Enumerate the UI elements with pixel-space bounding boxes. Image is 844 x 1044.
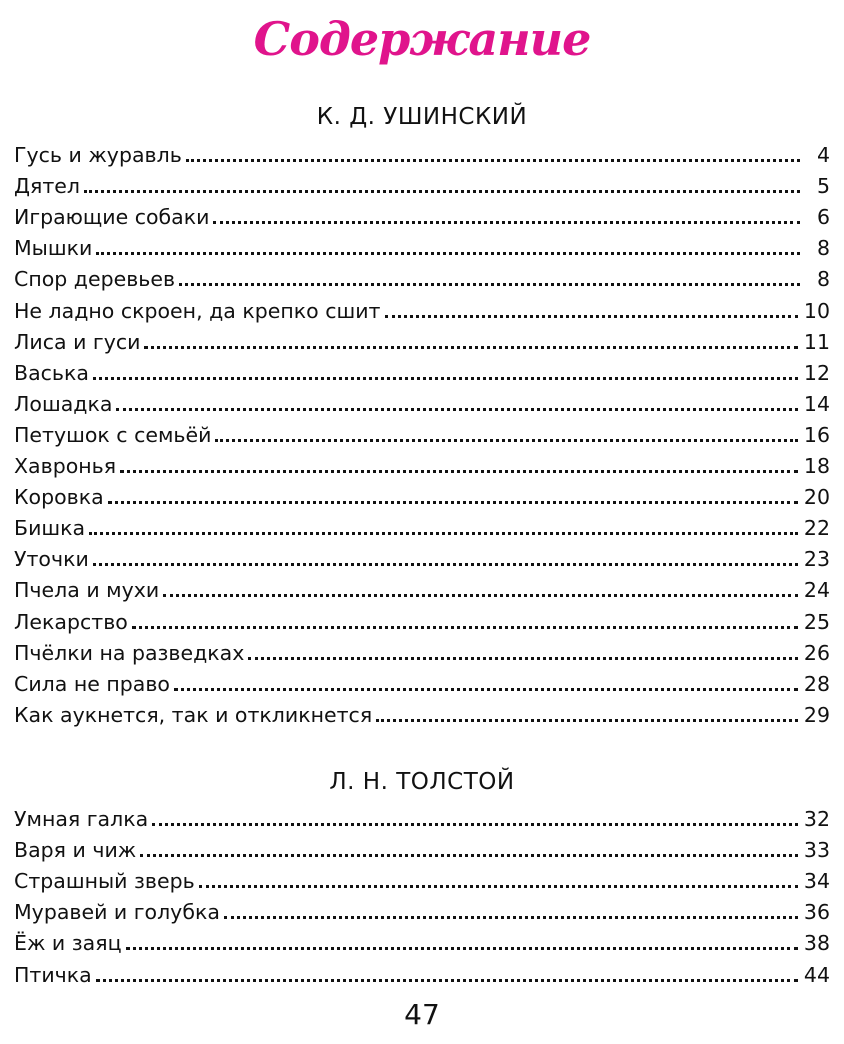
toc-entry-page: 26 [803, 640, 830, 665]
toc-entry [14, 696, 830, 727]
toc-entry-page: 8 [816, 236, 830, 261]
toc-entry-page: 10 [803, 298, 830, 323]
toc-entry-title: Не ладно скроен, да крепко сшит [14, 298, 381, 323]
toc-entry-page: 32 [803, 807, 830, 832]
dot-leader [248, 657, 798, 660]
toc-entry [14, 385, 830, 416]
toc-entry-title: Пчёлки на разведках [14, 640, 245, 665]
toc-entry-title: Мышки [14, 236, 93, 261]
dot-leader [93, 563, 798, 566]
toc-entry-page: 25 [803, 609, 830, 634]
dot-leader [140, 854, 798, 857]
toc-entry [14, 862, 830, 893]
toc-entry-page: 8 [816, 267, 830, 292]
toc-entry-title: Гусь и журавль [14, 143, 182, 168]
toc-entry-title: Пчела и мухи [14, 578, 160, 603]
toc-entry-title: Ёж и заяц [14, 931, 122, 956]
toc-entry-title: Уточки [14, 547, 89, 572]
toc-entry-title: Бишка [14, 516, 86, 541]
toc-entry-page: 18 [803, 454, 830, 479]
toc-entry-page: 22 [803, 516, 830, 541]
toc-entry-title: Коровка [14, 485, 104, 510]
toc-section-ushinsky [14, 136, 830, 727]
toc-entry [14, 229, 830, 260]
toc-entry-page: 33 [803, 838, 830, 863]
toc-entry-title: Варя и чиж [14, 838, 137, 863]
toc-entry-page: 11 [803, 329, 830, 354]
section-author-ushinsky: К. Д. УШИНСКИЙ [316, 104, 528, 130]
toc-entry [14, 198, 830, 229]
toc-entry-title: Спор деревьев [14, 267, 176, 292]
dot-leader [174, 688, 798, 691]
toc-entry-page: 29 [803, 702, 830, 727]
toc-entry-page: 16 [803, 422, 830, 447]
toc-entry-page: 6 [816, 205, 830, 230]
toc-entry [14, 509, 830, 540]
toc-entry-title: Муравей и голубка [14, 900, 220, 925]
toc-entry [14, 167, 830, 198]
dot-leader [116, 408, 798, 411]
dot-leader [96, 979, 798, 982]
dot-leader [96, 252, 800, 255]
toc-entry [14, 323, 830, 354]
page-title: Содержание [253, 12, 591, 66]
dot-leader [132, 626, 798, 629]
dot-leader [152, 823, 798, 826]
toc-entry-title: Хавронья [14, 454, 117, 479]
toc-entry [14, 955, 830, 986]
toc-entry-title: Страшный зверь [14, 869, 195, 894]
toc-entry-page: 4 [816, 143, 830, 168]
toc-entry [14, 665, 830, 696]
toc-entry [14, 571, 830, 602]
dot-leader [126, 947, 798, 950]
dot-leader [93, 377, 798, 380]
toc-entry [14, 924, 830, 955]
dot-leader [179, 283, 800, 286]
toc-entry [14, 634, 830, 665]
toc-entry-title: Умная галка [14, 807, 149, 832]
toc-entry-title: Сила не право [14, 671, 170, 696]
toc-entry-page: 38 [803, 931, 830, 956]
toc-entry-page: 36 [803, 900, 830, 925]
toc-entry-page: 5 [816, 174, 830, 199]
toc-entry [14, 893, 830, 924]
dot-leader [385, 315, 798, 318]
toc-entry-title: Васька [14, 360, 89, 385]
toc-entry [14, 831, 830, 862]
toc-entry-title: Лошадка [14, 391, 113, 416]
toc-entry-page: 28 [803, 671, 830, 696]
dot-leader [215, 439, 797, 442]
toc-entry-page: 20 [803, 485, 830, 510]
toc-entry [14, 416, 830, 447]
dot-leader [186, 159, 800, 162]
section-author-tolstoy: Л. Н. ТОЛСТОЙ [329, 769, 515, 795]
toc-entry [14, 602, 830, 633]
page-number: 47 [404, 998, 440, 1031]
toc-entry [14, 447, 830, 478]
toc-entry-page: 23 [803, 547, 830, 572]
toc-entry [14, 260, 830, 291]
dot-leader [144, 346, 797, 349]
toc-entry-title: Лиса и гуси [14, 329, 141, 354]
toc-entry-title: Птичка [14, 962, 92, 987]
toc-entry-page: 12 [803, 360, 830, 385]
toc-entry [14, 291, 830, 322]
dot-leader [213, 221, 800, 224]
toc-entry-title: Лекарство [14, 609, 128, 634]
dot-leader [84, 190, 800, 193]
dot-leader [224, 916, 798, 919]
dot-leader [163, 594, 798, 597]
toc-entry-page: 14 [803, 391, 830, 416]
dot-leader [120, 470, 798, 473]
toc-entry-title: Дятел [14, 174, 81, 199]
dot-leader [199, 885, 798, 888]
toc-entry [14, 540, 830, 571]
toc-entry [14, 800, 830, 831]
toc-entry-title: Играющие собаки [14, 205, 210, 230]
toc-entry-title: Петушок с семьёй [14, 422, 212, 447]
toc-entry-page: 24 [803, 578, 830, 603]
toc-entry-page: 34 [803, 869, 830, 894]
dot-leader [89, 532, 798, 535]
toc-entry-title: Как аукнется, так и откликнется [14, 702, 373, 727]
dot-leader [108, 501, 798, 504]
toc-entry [14, 354, 830, 385]
toc-entry [14, 478, 830, 509]
dot-leader [376, 719, 798, 722]
toc-entry-page: 44 [803, 962, 830, 987]
toc-entry [14, 136, 830, 167]
toc-section-tolstoy [14, 800, 830, 987]
